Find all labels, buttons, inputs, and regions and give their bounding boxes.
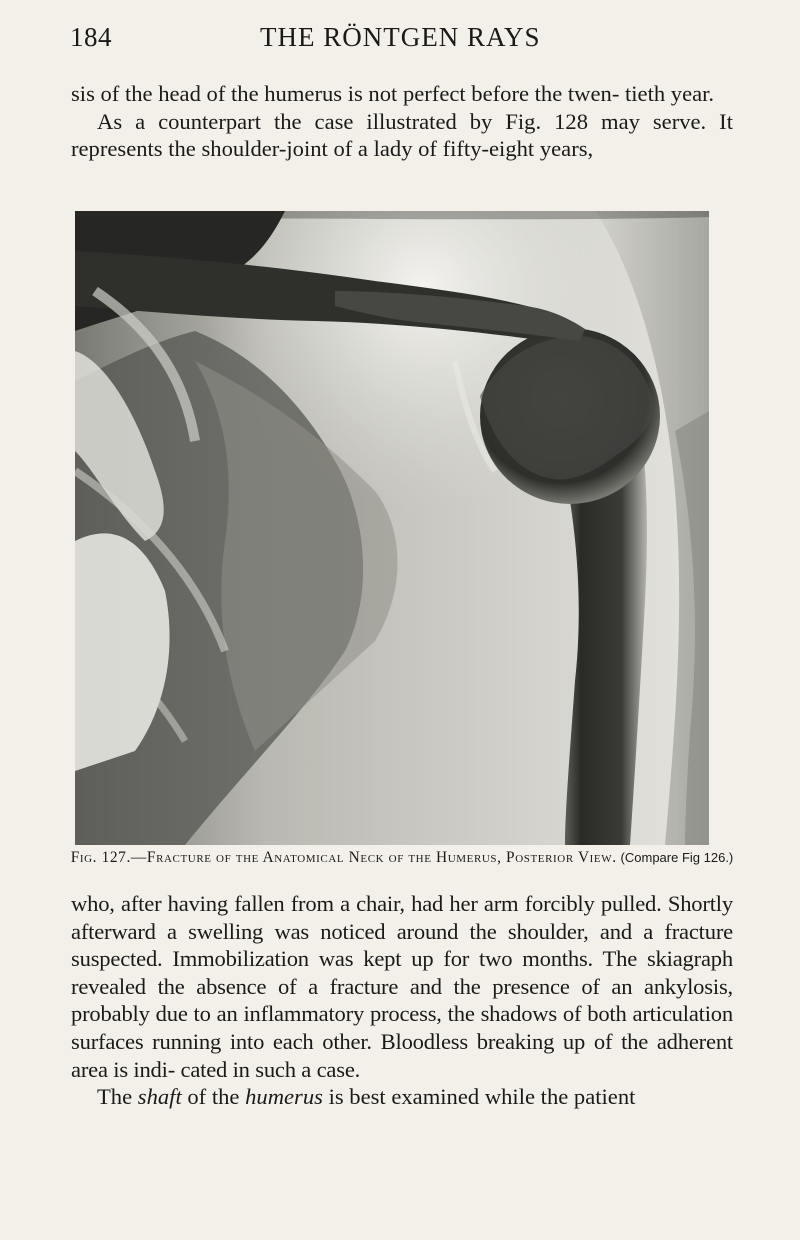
paragraph: As a counterpart the case illustrated by Fig. 128 may serve. It represents the shoulder-joint of a lady of fifty-eight years, <box>71 108 733 162</box>
text-block-bottom <box>71 890 733 1111</box>
paragraph: sis of the head of the humerus is not perfect before the twen- tieth year. <box>71 81 715 106</box>
figure-caption <box>70 848 734 868</box>
page-header <box>0 22 800 62</box>
text-run: of the <box>181 1084 246 1110</box>
page-number: 184 <box>70 22 112 52</box>
emphasis-humerus: humerus <box>245 1084 323 1110</box>
paragraph-last <box>71 1083 733 1111</box>
caption-note: (Compare Fig 126.) <box>620 850 734 865</box>
text-run: is best examined while the patient <box>322 1084 636 1110</box>
shoulder-xray-image <box>75 211 709 845</box>
caption-title: —Fracture of the Anatomical Neck of the Humerus, Posterior View. <box>130 849 617 866</box>
emphasis-shaft: shaft <box>137 1084 182 1110</box>
xray-figure <box>75 211 709 845</box>
paragraph: who, after having fallen from a chair, had her arm forcibly pulled. Shortly afterward a swelling was noticed around the shoulder, and a fracture suspected. Immobilization was kept up for two months. The skiagraph revealed the absence of a fracture and the presence of an ankylosis, probably due to an inflammatory process, the shadows of both articulation surfaces running into each other. Bloodless breaking up of the adherent area is indi- cated in such a case. <box>71 891 733 1082</box>
text-block-top <box>71 80 733 163</box>
text-run: The <box>97 1084 138 1110</box>
caption-label: Fig. 127. <box>70 849 131 866</box>
running-title: THE RÖNTGEN RAYS <box>260 22 541 52</box>
